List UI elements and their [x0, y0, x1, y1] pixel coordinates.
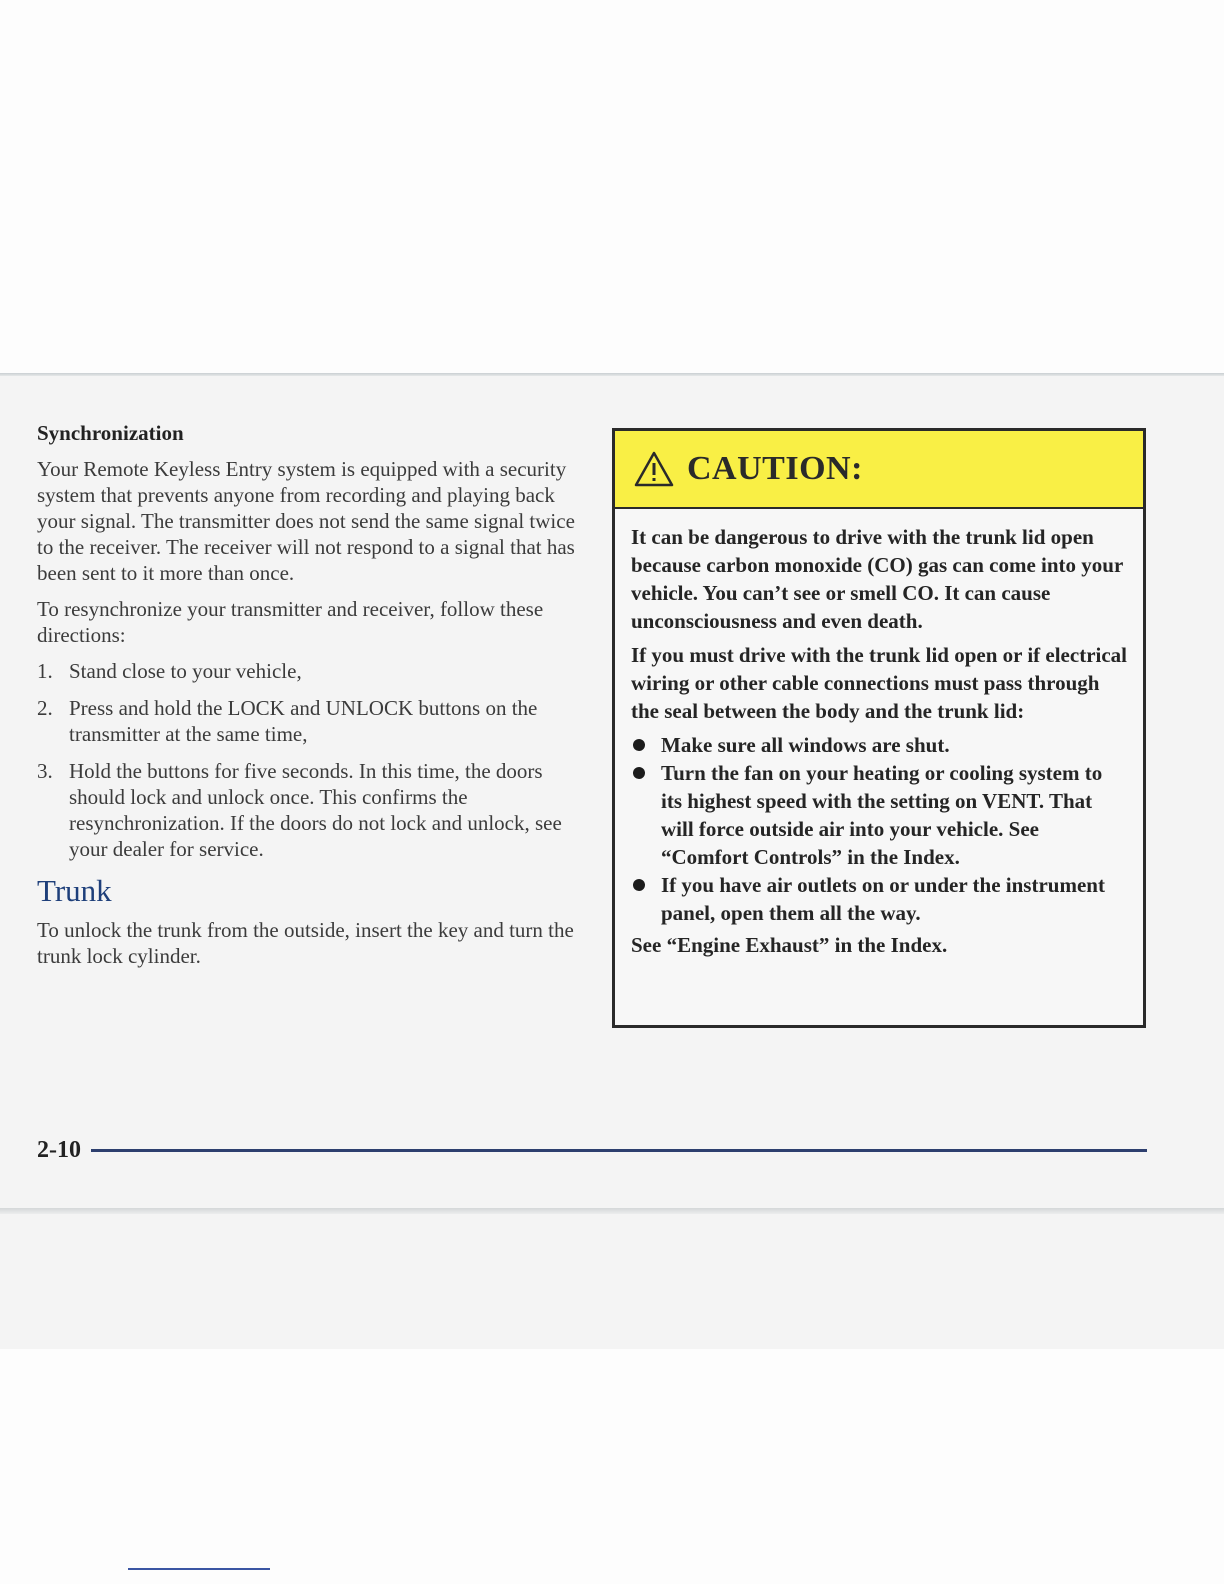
- caution-paragraph: If you must drive with the trunk lid open or if electrical wiring or other cable connections must pass through the seal between the body and the trunk lid:: [631, 643, 1128, 723]
- step-text: Stand close to your vehicle,: [69, 659, 302, 683]
- step-number: 3.: [37, 759, 53, 783]
- caution-bullet-item: [631, 871, 1127, 927]
- trunk-heading: Trunk: [37, 873, 112, 908]
- caution-body: [615, 509, 1143, 959]
- bottom-divider: [0, 1208, 1224, 1214]
- step-item: [37, 758, 577, 862]
- bullet-dot-icon: [633, 879, 645, 891]
- caution-paragraph: It can be dangerous to drive with the trunk lid open because carbon monoxide (CO) gas can come into your vehicle. You can’t see or smell CO. It can cause unconsciousness and even death.: [631, 525, 1123, 633]
- caution-box: [612, 428, 1146, 1028]
- page-number: 2-10: [37, 1137, 81, 1163]
- synchronization-paragraph: Your Remote Keyless Entry system is equipped with a security system that prevents anyone from recording and playing back your signal. The transmitter does not send the same signal twice to the receiver. The receiver will not respond to a signal that has been sent to it more than once.: [37, 457, 575, 585]
- top-divider: [0, 373, 1224, 376]
- caution-see-also: See “Engine Exhaust” in the Index.: [631, 933, 948, 957]
- bullet-text: Turn the fan on your heating or cooling system to its highest speed with the setting on VENT. That will force outside air into your vehicle. See “Comfort Controls” in the Index.: [661, 761, 1103, 869]
- footer-rule: [91, 1149, 1147, 1152]
- synchronization-heading: Synchronization: [37, 421, 184, 445]
- bullet-text: Make sure all windows are shut.: [661, 733, 950, 757]
- caution-bullet-list: [631, 731, 1127, 927]
- caution-title: CAUTION:: [687, 450, 863, 487]
- bottom-link-underline: [128, 1568, 270, 1570]
- step-item: [37, 658, 577, 684]
- step-number: 2.: [37, 696, 53, 720]
- page-footer: [37, 1137, 1147, 1164]
- caution-bullet-item: [631, 759, 1127, 871]
- bullet-dot-icon: [633, 767, 645, 779]
- trunk-paragraph: To unlock the trunk from the outside, insert the key and turn the trunk lock cylinder.: [37, 918, 574, 968]
- warning-triangle-icon: [633, 450, 675, 488]
- bullet-dot-icon: [633, 739, 645, 751]
- step-number: 1.: [37, 659, 53, 683]
- bullet-text: If you have air outlets on or under the instrument panel, open them all the way.: [661, 873, 1105, 925]
- step-item: [37, 695, 577, 747]
- left-column: [37, 421, 577, 979]
- step-text: Press and hold the LOCK and UNLOCK buttons on the transmitter at the same time,: [69, 696, 538, 746]
- resynchronize-intro: To resynchronize your transmitter and receiver, follow these directions:: [37, 597, 544, 647]
- step-text: Hold the buttons for five seconds. In this time, the doors should lock and unlock once. This confirms the resynchronization. If the doors do not lock and unlock, see your dealer for service.: [69, 759, 562, 861]
- caution-bullet-item: [631, 731, 1127, 759]
- resync-steps: [37, 658, 577, 862]
- caution-header: [615, 431, 1143, 509]
